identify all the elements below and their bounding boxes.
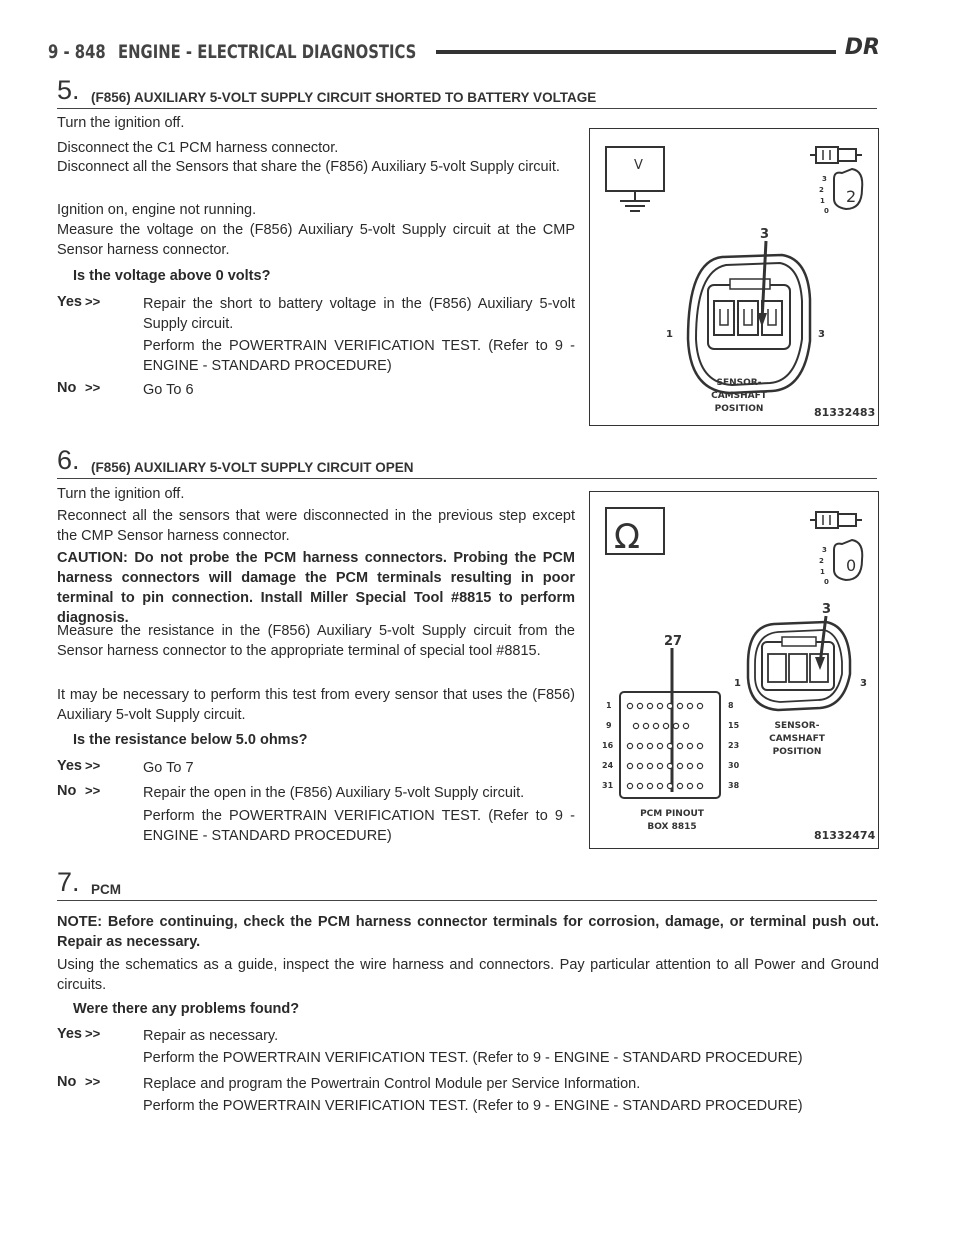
step-title: PCM (91, 882, 121, 897)
pin-number: 1 (666, 329, 673, 340)
step-5-line-3: Disconnect all the Sensors that share the (F856) Auxiliary 5-volt Supply circuit. (57, 159, 560, 175)
section-title: ENGINE - ELECTRICAL DIAGNOSTICS (118, 41, 417, 63)
pinout-hole (687, 783, 692, 788)
step-6-no-text-2: Perform the POWERTRAIN VERIFICATION TEST. (Refer to 9 - ENGINE - STANDARD PROCEDURE) (143, 808, 575, 844)
answer-arrow: >> (85, 1074, 101, 1089)
answer-arrow: >> (85, 758, 101, 773)
step-5-line-2: Disconnect the C1 PCM harness connector. (57, 140, 339, 156)
step-title: (F856) AUXILIARY 5-VOLT SUPPLY CIRCUIT SHORTED TO BATTERY VOLTAGE (91, 90, 597, 105)
pinout-hole (627, 763, 632, 768)
step-6-line-3: Measure the resistance in the (F856) Auxiliary 5-volt Supply circuit from the Sensor harness connector to the appropriate terminal of special tool #8815. (57, 623, 575, 659)
pinout-hole (627, 743, 632, 748)
step-6-line-1: Turn the ignition off. (57, 486, 185, 502)
pinout-hole (647, 783, 652, 788)
figure-id: 81332474 (814, 829, 876, 842)
yes-label: Yes (57, 1026, 82, 1042)
no-label: No (57, 1074, 77, 1090)
pinout-hole (637, 783, 642, 788)
no-label: No (57, 783, 77, 799)
step-5-heading (57, 75, 877, 109)
sensor-label: SENSOR- CAMSHAFT POSITION (769, 721, 825, 757)
dial-mark: 2 (819, 557, 824, 565)
pin-number: 31 (602, 781, 614, 790)
pinout-hole (683, 723, 688, 728)
yes-label: Yes (57, 294, 82, 310)
pin-number: 38 (728, 781, 740, 790)
figure-id: 81332483 (814, 406, 876, 419)
pin-number: 3 (822, 602, 832, 617)
pinout-hole (647, 743, 652, 748)
sensor-label: SENSOR- CAMSHAFT POSITION (711, 378, 767, 414)
answer-arrow: >> (85, 380, 101, 395)
no-label: No (57, 380, 77, 396)
dial-mark: 0 (824, 578, 829, 586)
figure-resistance-test (589, 491, 879, 849)
pin-number: 1 (734, 678, 741, 689)
pinout-hole (667, 783, 672, 788)
figure-voltage-test (589, 128, 879, 426)
page-number: 9 - 848 (48, 41, 106, 63)
step-6-heading (57, 445, 877, 479)
answer-arrow: >> (85, 1026, 101, 1041)
step-number: 5. (57, 75, 80, 105)
pinout-hole (667, 703, 672, 708)
answer-arrow: >> (85, 294, 101, 309)
pinout-hole (677, 763, 682, 768)
pin-number: 27 (664, 634, 683, 649)
pinout-hole (657, 703, 662, 708)
dial-mark: 2 (819, 186, 824, 194)
pinout-hole (627, 783, 632, 788)
dial-mark: 0 (824, 207, 829, 215)
pinout-hole (647, 763, 652, 768)
step-6-no-text: Repair the open in the (F856) Auxiliary 5-volt Supply circuit. (143, 785, 525, 801)
dial-mark: 3 (822, 175, 827, 183)
pinout-hole (697, 703, 702, 708)
header-rule (436, 50, 836, 54)
pinout-hole (657, 783, 662, 788)
step-7-yes-text-2: Perform the POWERTRAIN VERIFICATION TEST. (Refer to 9 - ENGINE - STANDARD PROCEDURE) (143, 1050, 803, 1066)
pinout-hole (637, 743, 642, 748)
step-7-note: NOTE: Before continuing, check the PCM harness connector terminals for corrosion, damage, or terminal push out. Repair as necessary. (57, 914, 879, 950)
pin-number: 30 (728, 761, 740, 770)
pin-number: 24 (602, 761, 614, 770)
answer-arrow: >> (85, 783, 101, 798)
step-5-yes-text: Repair the short to battery voltage in the (F856) Auxiliary 5-volt Supply circuit. (143, 296, 575, 332)
step-number: 7. (57, 867, 80, 897)
yes-label: Yes (57, 758, 82, 774)
pinout-hole (697, 743, 702, 748)
pin-number: 8 (728, 701, 734, 710)
pinout-hole (667, 743, 672, 748)
step-5-line-1: Turn the ignition off. (57, 115, 185, 131)
pinout-hole (687, 763, 692, 768)
meter-symbol: V (634, 158, 643, 173)
pinout-hole (637, 703, 642, 708)
dial-mark: 1 (820, 197, 825, 205)
pinout-hole (687, 743, 692, 748)
step-7-no-text: Replace and program the Powertrain Control Module per Service Information. (143, 1076, 641, 1092)
dial-mark: 3 (822, 546, 827, 554)
pinout-hole (657, 763, 662, 768)
step-6-line-4: It may be necessary to perform this test from every sensor that uses the (F856) Auxiliary 5-volt Supply circuit. (57, 687, 575, 723)
pinout-hole (677, 783, 682, 788)
pinout-hole (687, 703, 692, 708)
pinout-hole (647, 703, 652, 708)
step-6-yes-text: Go To 7 (143, 760, 194, 776)
step-title: (F856) AUXILIARY 5-VOLT SUPPLY CIRCUIT OPEN (91, 460, 414, 475)
dial-selector-value: 2 (846, 187, 857, 206)
pinout-hole (643, 723, 648, 728)
pinout-hole (677, 703, 682, 708)
meter-symbol: Ω (614, 517, 640, 557)
pinout-hole (627, 703, 632, 708)
dial-mark: 1 (820, 568, 825, 576)
pinout-box-label: PCM PINOUT BOX 8815 (640, 809, 704, 832)
pin-number: 1 (606, 701, 612, 710)
pin-number: 16 (602, 741, 614, 750)
pin-number: 3 (860, 678, 867, 689)
pin-number: 15 (728, 721, 740, 730)
pinout-hole (633, 723, 638, 728)
pinout-hole (697, 783, 702, 788)
pinout-hole (653, 723, 658, 728)
step-7-line-1: Using the schematics as a guide, inspect the wire harness and connectors. Pay particular attention to all Power and Ground circuits. (57, 957, 879, 993)
pinout-hole (677, 743, 682, 748)
pin-number: 9 (606, 721, 612, 730)
dial-selector-value: 0 (846, 556, 857, 575)
page-header (48, 35, 880, 66)
step-number: 6. (57, 445, 80, 475)
step-5-question: Is the voltage above 0 volts? (73, 268, 271, 284)
step-6-caution: CAUTION: Do not probe the PCM harness connectors. Probing the PCM harness connectors will damage the PCM terminals resulting in poor terminal to pin connection. Install Miller Special Tool #8815 to perform diagnosis. (57, 550, 575, 626)
step-5-no-text: Go To 6 (143, 382, 194, 398)
model-code: DR (844, 35, 880, 60)
step-5-line-4: Ignition on, engine not running. (57, 202, 257, 218)
step-7-no-text-2: Perform the POWERTRAIN VERIFICATION TEST. (Refer to 9 - ENGINE - STANDARD PROCEDURE) (143, 1098, 803, 1114)
pin-number: 23 (728, 741, 740, 750)
step-7-heading (57, 867, 877, 901)
pin-number: 3 (818, 329, 825, 340)
step-7-yes-text: Repair as necessary. (143, 1028, 279, 1044)
step-5-line-5: Measure the voltage on the (F856) Auxiliary 5-volt Supply circuit at the CMP Sensor harness connector. (57, 222, 575, 258)
pinout-hole (663, 723, 668, 728)
pinout-hole (667, 763, 672, 768)
pinout-hole (657, 743, 662, 748)
step-7-question: Were there any problems found? (73, 1001, 300, 1017)
step-6-line-2: Reconnect all the sensors that were disconnected in the previous step except the CMP Sensor harness connector. (57, 508, 575, 544)
pin-number: 3 (760, 227, 770, 242)
step-6-question: Is the resistance below 5.0 ohms? (73, 732, 308, 748)
pinout-hole (637, 763, 642, 768)
step-5-yes-text-2: Perform the POWERTRAIN VERIFICATION TEST. (Refer to 9 - ENGINE - STANDARD PROCEDURE) (143, 338, 575, 374)
pinout-hole (673, 723, 678, 728)
pinout-hole (697, 763, 702, 768)
